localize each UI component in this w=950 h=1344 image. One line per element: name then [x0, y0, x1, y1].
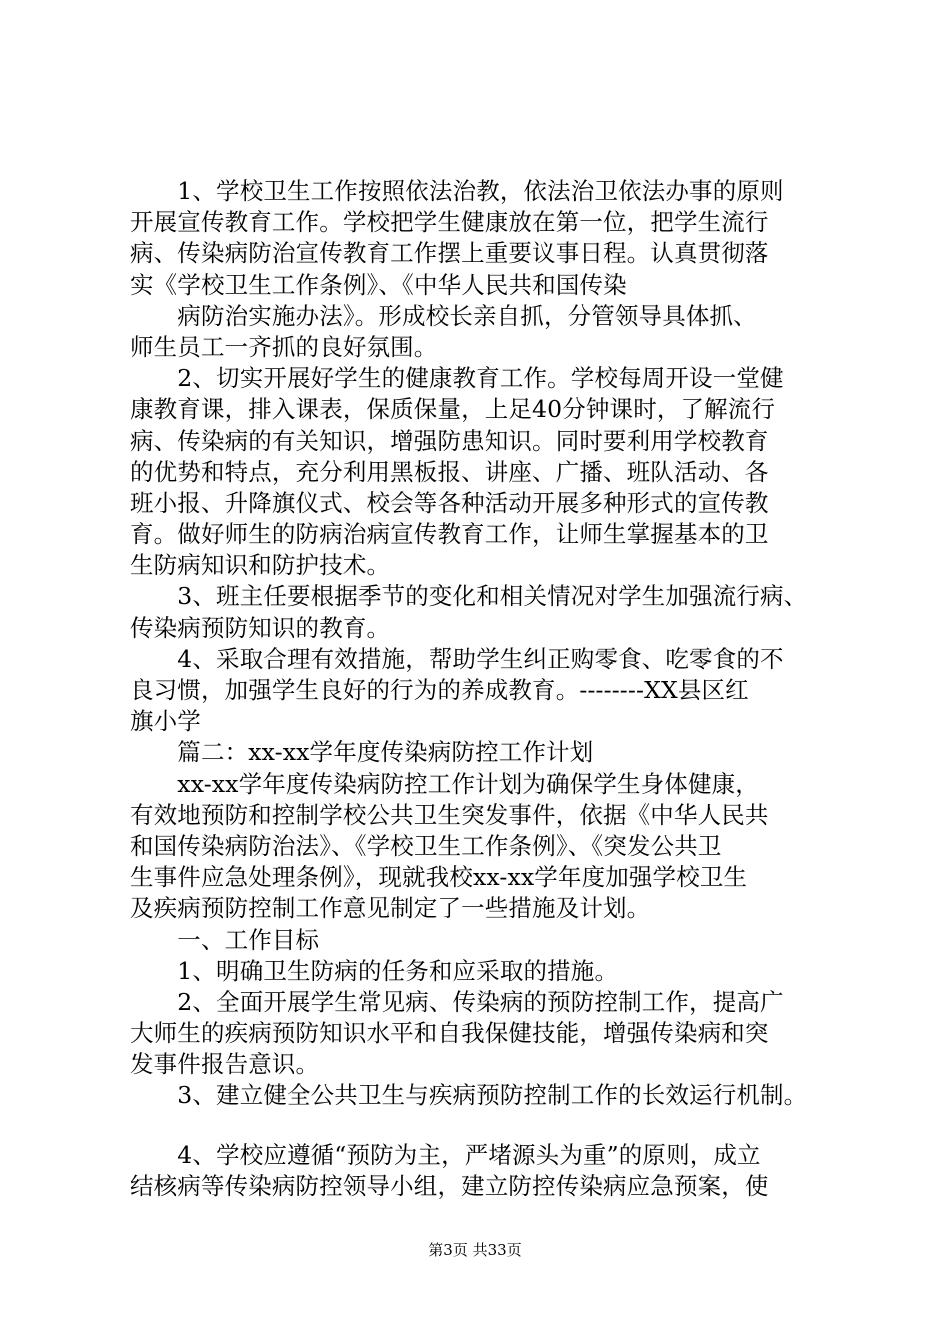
text-line: 育。做好师生的防病治病宣传教育工作，让师生掌握基本的卫 [130, 520, 769, 549]
text-line: 2、全面开展学生常见病、传染病的预防控制工作，提高广 [130, 987, 784, 1016]
text-line: 1、明确卫生防病的任务和应采取的措施。 [130, 956, 619, 985]
text-line: 有效地预防和控制学校公共卫生突发事件，依据《中华人民共 [130, 800, 769, 829]
text-line: 2、切实开展好学生的健康教育工作。学校每周开设一堂健 [130, 364, 784, 393]
text-line: 大师生的疾病预防知识水平和自我保健技能，增强传染病和突 [130, 1019, 769, 1048]
text-line: 3、班主任要根据季节的变化和相关情况对学生加强流行病、 [130, 582, 808, 611]
text-line: 的优势和特点，充分利用黑板报、讲座、广播、班队活动、各 [130, 457, 769, 486]
text-line: 康教育课，排入课表，保质保量，上足40分钟课时，了解流行 [130, 395, 776, 424]
text-line: 良习惯，加强学生良好的行为的养成教育。--------XX县区红 [130, 676, 749, 704]
text-line: 生事件应急处理条例》，现就我校xx-xx学年度加强学校卫生 [130, 863, 748, 892]
blank-line [130, 1112, 850, 1140]
section-heading: 篇二：xx-xx学年度传染病防控工作计划 [130, 738, 594, 767]
page-number-footer: 第3页 共33页 [428, 1241, 522, 1259]
text-line: 和国传染病防治法》、《学校卫生工作条例》、《突发公共卫 [130, 831, 722, 860]
text-line: 生防病知识和防护技术。 [130, 551, 391, 580]
text-line: 发事件报告意识。 [130, 1050, 320, 1079]
text-line: 开展宣传教育工作。学校把学生健康放在第一位，把学生流行 [130, 208, 769, 237]
subsection-heading: 一、工作目标 [130, 925, 320, 954]
text-line: 病防治实施办法》。形成校长亲自抓，分管领导具体抓、 [130, 301, 757, 330]
text-line: 结核病等传染病防控领导小组，建立防控传染病应急预案，使 [130, 1171, 769, 1200]
text-line: 及疾病预防控制工作意见制定了一些措施及计划。 [130, 894, 651, 923]
text-line: xx-xx学年度传染病防控工作计划为确保学生身体健康， [130, 769, 759, 798]
text-line: 病、传染病防治宣传教育工作摆上重要议事日程。认真贯彻落 [130, 239, 769, 268]
text-line: 传染病预防知识的教育。 [130, 613, 391, 642]
text-line: 3、建立健全公共卫生与疾病预防控制工作的长效运行机制。 [130, 1081, 808, 1110]
text-line: 1、学校卫生工作按照依法治教，依法治卫依法办事的原则 [130, 177, 784, 205]
text-line: 实《学校卫生工作条例》、《中华人民共和国传染 [130, 270, 627, 299]
text-line: 旗小学 [130, 707, 201, 736]
text-line: 4、采取合理有效措施，帮助学生纠正购零食、吃零食的不 [130, 644, 784, 673]
text-line: 4、学校应遵循“预防为主，严堵源头为重”的原则，成立 [130, 1140, 761, 1169]
document-body [130, 176, 850, 1202]
text-line: 病、传染病的有关知识，增强防患知识。同时要利用学校教育 [130, 426, 769, 455]
text-line: 师生员工一齐抓的良好氛围。 [130, 332, 438, 361]
text-line: 班小报、升降旗仪式、校会等各种活动开展多种形式的宣传教 [130, 488, 769, 517]
